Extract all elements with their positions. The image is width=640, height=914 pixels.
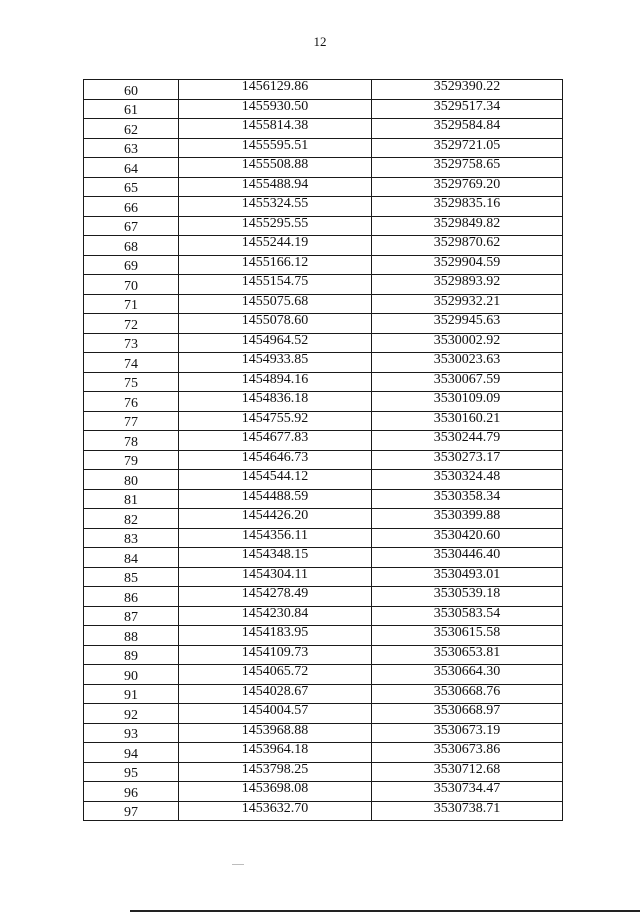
y-coordinate-cell: 3530738.71	[372, 801, 563, 821]
point-number-cell: 68	[84, 236, 179, 256]
table-row	[84, 450, 563, 470]
x-coordinate-cell: 1455595.51	[179, 138, 372, 158]
table-row	[84, 80, 563, 100]
y-coordinate-cell: 3530539.18	[372, 587, 563, 607]
x-coordinate-cell: 1455075.68	[179, 294, 372, 314]
x-coordinate-cell: 1453798.25	[179, 762, 372, 782]
coordinates-table	[83, 79, 563, 821]
x-coordinate-cell: 1455508.88	[179, 158, 372, 178]
y-coordinate-cell: 3530399.88	[372, 509, 563, 529]
table-row	[84, 255, 563, 275]
y-coordinate-cell: 3529390.22	[372, 80, 563, 100]
table-row	[84, 801, 563, 821]
x-coordinate-cell: 1455244.19	[179, 236, 372, 256]
table-row	[84, 567, 563, 587]
point-number-cell: 75	[84, 372, 179, 392]
x-coordinate-cell: 1454230.84	[179, 606, 372, 626]
y-coordinate-cell: 3530712.68	[372, 762, 563, 782]
point-number-cell: 96	[84, 782, 179, 802]
x-coordinate-cell: 1454278.49	[179, 587, 372, 607]
y-coordinate-cell: 3530160.21	[372, 411, 563, 431]
table-row	[84, 411, 563, 431]
point-number-cell: 87	[84, 606, 179, 626]
x-coordinate-cell: 1453968.88	[179, 723, 372, 743]
y-coordinate-cell: 3530420.60	[372, 528, 563, 548]
x-coordinate-cell: 1454065.72	[179, 665, 372, 685]
x-coordinate-cell: 1454933.85	[179, 353, 372, 373]
table-row	[84, 684, 563, 704]
y-coordinate-cell: 3530324.48	[372, 470, 563, 490]
y-coordinate-cell: 3530653.81	[372, 645, 563, 665]
y-coordinate-cell: 3530583.54	[372, 606, 563, 626]
point-number-cell: 82	[84, 509, 179, 529]
y-coordinate-cell: 3529517.34	[372, 99, 563, 119]
x-coordinate-cell: 1454109.73	[179, 645, 372, 665]
point-number-cell: 79	[84, 450, 179, 470]
table-row	[84, 119, 563, 139]
x-coordinate-cell: 1455814.38	[179, 119, 372, 139]
x-coordinate-cell: 1453632.70	[179, 801, 372, 821]
y-coordinate-cell: 3529870.62	[372, 236, 563, 256]
x-coordinate-cell: 1455295.55	[179, 216, 372, 236]
point-number-cell: 91	[84, 684, 179, 704]
table-row	[84, 606, 563, 626]
point-number-cell: 60	[84, 80, 179, 100]
x-coordinate-cell: 1454426.20	[179, 509, 372, 529]
point-number-cell: 69	[84, 255, 179, 275]
point-number-cell: 73	[84, 333, 179, 353]
x-coordinate-cell: 1453698.08	[179, 782, 372, 802]
point-number-cell: 63	[84, 138, 179, 158]
table-row	[84, 158, 563, 178]
y-coordinate-cell: 3530668.97	[372, 704, 563, 724]
point-number-cell: 62	[84, 119, 179, 139]
y-coordinate-cell: 3529893.92	[372, 275, 563, 295]
y-coordinate-cell: 3530446.40	[372, 548, 563, 568]
table-row	[84, 587, 563, 607]
x-coordinate-cell: 1455166.12	[179, 255, 372, 275]
point-number-cell: 85	[84, 567, 179, 587]
point-number-cell: 90	[84, 665, 179, 685]
point-number-cell: 86	[84, 587, 179, 607]
point-number-cell: 97	[84, 801, 179, 821]
scan-mark	[232, 864, 244, 865]
x-coordinate-cell: 1454894.16	[179, 372, 372, 392]
y-coordinate-cell: 3529769.20	[372, 177, 563, 197]
table-row	[84, 333, 563, 353]
table-row	[84, 294, 563, 314]
table-row	[84, 138, 563, 158]
y-coordinate-cell: 3529904.59	[372, 255, 563, 275]
point-number-cell: 66	[84, 197, 179, 217]
x-coordinate-cell: 1454304.11	[179, 567, 372, 587]
y-coordinate-cell: 3529758.65	[372, 158, 563, 178]
table-row	[84, 470, 563, 490]
x-coordinate-cell: 1454183.95	[179, 626, 372, 646]
x-coordinate-cell: 1454964.52	[179, 333, 372, 353]
y-coordinate-cell: 3530734.47	[372, 782, 563, 802]
coordinates-table-body	[84, 80, 563, 821]
x-coordinate-cell: 1454544.12	[179, 470, 372, 490]
y-coordinate-cell: 3530615.58	[372, 626, 563, 646]
table-row	[84, 665, 563, 685]
table-row	[84, 99, 563, 119]
point-number-cell: 78	[84, 431, 179, 451]
table-row	[84, 489, 563, 509]
table-row	[84, 372, 563, 392]
point-number-cell: 95	[84, 762, 179, 782]
y-coordinate-cell: 3530358.34	[372, 489, 563, 509]
point-number-cell: 77	[84, 411, 179, 431]
point-number-cell: 80	[84, 470, 179, 490]
table-row	[84, 236, 563, 256]
y-coordinate-cell: 3530067.59	[372, 372, 563, 392]
y-coordinate-cell: 3530244.79	[372, 431, 563, 451]
table-row	[84, 275, 563, 295]
x-coordinate-cell: 1454348.15	[179, 548, 372, 568]
table-row	[84, 431, 563, 451]
table-row	[84, 392, 563, 412]
point-number-cell: 89	[84, 645, 179, 665]
y-coordinate-cell: 3530109.09	[372, 392, 563, 412]
table-row	[84, 782, 563, 802]
point-number-cell: 83	[84, 528, 179, 548]
x-coordinate-cell: 1454356.11	[179, 528, 372, 548]
x-coordinate-cell: 1455488.94	[179, 177, 372, 197]
x-coordinate-cell: 1455930.50	[179, 99, 372, 119]
table-row	[84, 314, 563, 334]
table-row	[84, 704, 563, 724]
x-coordinate-cell: 1454004.57	[179, 704, 372, 724]
x-coordinate-cell: 1454646.73	[179, 450, 372, 470]
table-row	[84, 645, 563, 665]
y-coordinate-cell: 3529932.21	[372, 294, 563, 314]
table-row	[84, 216, 563, 236]
table-row	[84, 743, 563, 763]
table-row	[84, 197, 563, 217]
y-coordinate-cell: 3529584.84	[372, 119, 563, 139]
table-row	[84, 509, 563, 529]
point-number-cell: 94	[84, 743, 179, 763]
y-coordinate-cell: 3530668.76	[372, 684, 563, 704]
point-number-cell: 70	[84, 275, 179, 295]
y-coordinate-cell: 3529849.82	[372, 216, 563, 236]
x-coordinate-cell: 1454488.59	[179, 489, 372, 509]
point-number-cell: 61	[84, 99, 179, 119]
point-number-cell: 93	[84, 723, 179, 743]
point-number-cell: 81	[84, 489, 179, 509]
table-row	[84, 548, 563, 568]
point-number-cell: 92	[84, 704, 179, 724]
x-coordinate-cell: 1454755.92	[179, 411, 372, 431]
page-bottom-edge	[130, 910, 640, 912]
y-coordinate-cell: 3529721.05	[372, 138, 563, 158]
y-coordinate-cell: 3530673.19	[372, 723, 563, 743]
table-row	[84, 723, 563, 743]
point-number-cell: 76	[84, 392, 179, 412]
point-number-cell: 74	[84, 353, 179, 373]
table-row	[84, 626, 563, 646]
table-row	[84, 353, 563, 373]
y-coordinate-cell: 3530493.01	[372, 567, 563, 587]
y-coordinate-cell: 3530023.63	[372, 353, 563, 373]
x-coordinate-cell: 1454677.83	[179, 431, 372, 451]
point-number-cell: 84	[84, 548, 179, 568]
point-number-cell: 72	[84, 314, 179, 334]
table-row	[84, 528, 563, 548]
y-coordinate-cell: 3529835.16	[372, 197, 563, 217]
x-coordinate-cell: 1456129.86	[179, 80, 372, 100]
x-coordinate-cell: 1455078.60	[179, 314, 372, 334]
x-coordinate-cell: 1453964.18	[179, 743, 372, 763]
point-number-cell: 64	[84, 158, 179, 178]
y-coordinate-cell: 3530664.30	[372, 665, 563, 685]
x-coordinate-cell: 1455324.55	[179, 197, 372, 217]
point-number-cell: 65	[84, 177, 179, 197]
point-number-cell: 71	[84, 294, 179, 314]
page-number: 12	[313, 34, 327, 49]
x-coordinate-cell: 1454028.67	[179, 684, 372, 704]
x-coordinate-cell: 1455154.75	[179, 275, 372, 295]
point-number-cell: 67	[84, 216, 179, 236]
table-row	[84, 177, 563, 197]
x-coordinate-cell: 1454836.18	[179, 392, 372, 412]
y-coordinate-cell: 3530673.86	[372, 743, 563, 763]
table-row	[84, 762, 563, 782]
y-coordinate-cell: 3529945.63	[372, 314, 563, 334]
y-coordinate-cell: 3530002.92	[372, 333, 563, 353]
point-number-cell: 88	[84, 626, 179, 646]
y-coordinate-cell: 3530273.17	[372, 450, 563, 470]
